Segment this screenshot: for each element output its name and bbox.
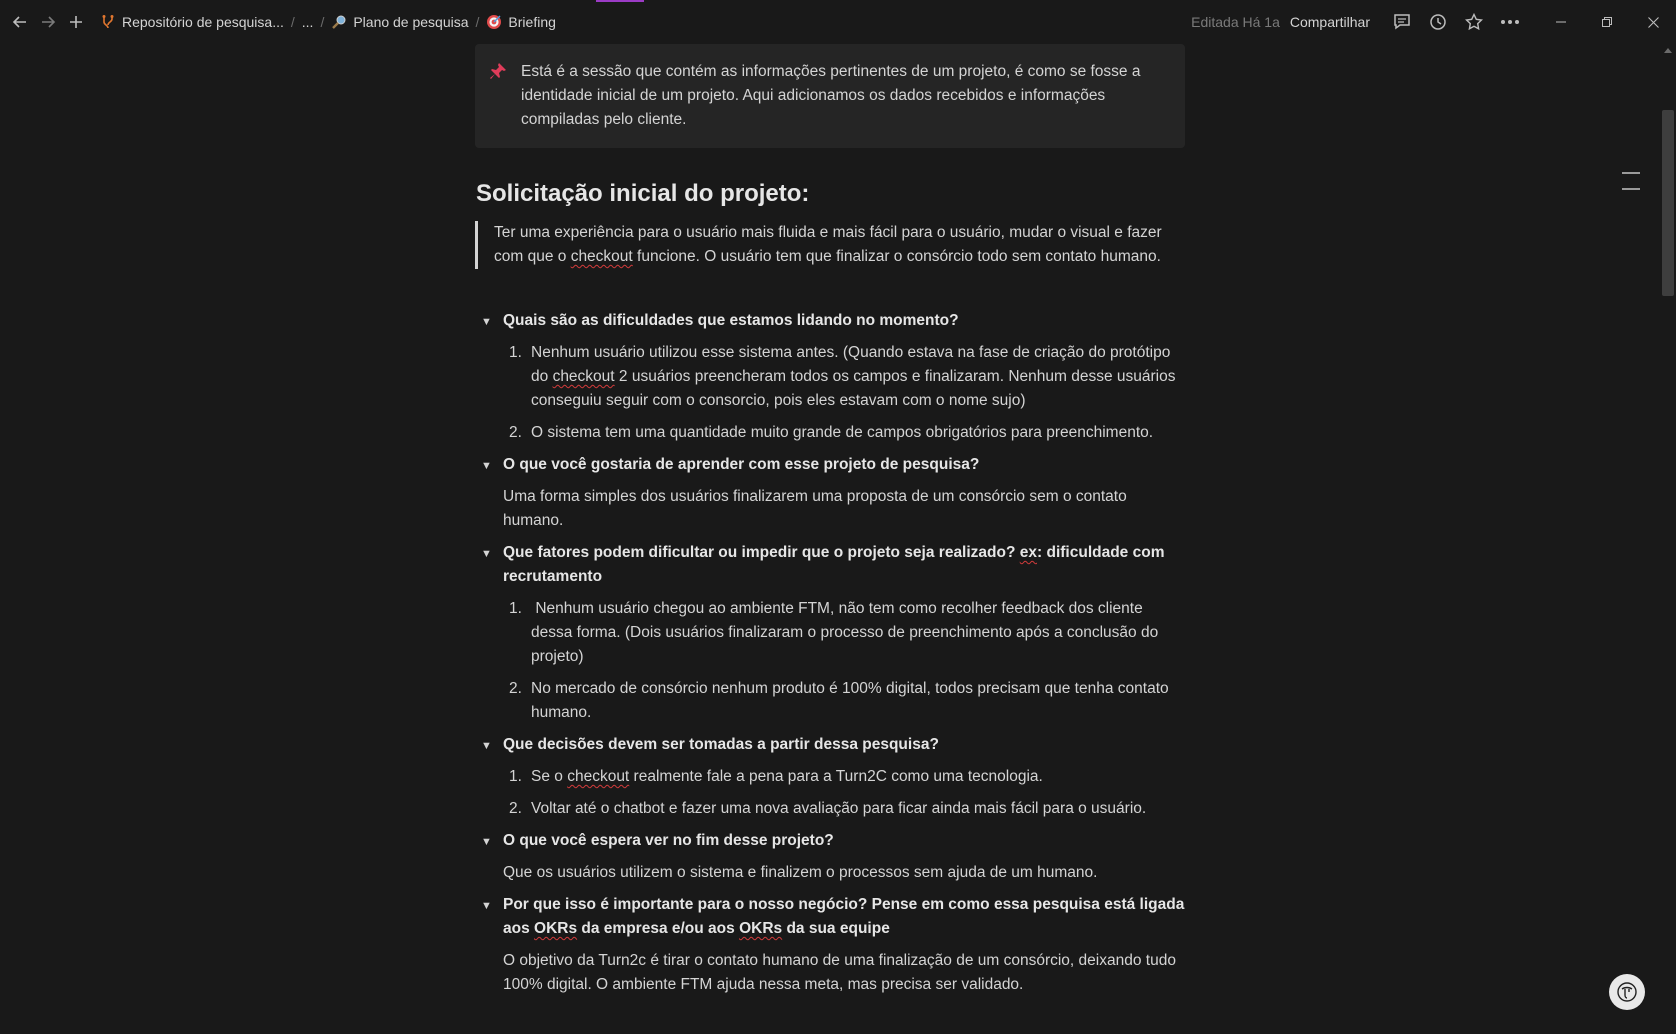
list-number: 2. [509, 800, 522, 817]
toggle-title[interactable] [503, 893, 1189, 941]
misspelled-word: ex [1019, 544, 1038, 561]
list-item [503, 677, 1185, 725]
toggle-block [475, 541, 1185, 725]
arrow-left-icon [12, 14, 28, 30]
toggle-text: Que os usuários utilizem o sistema e finalizem o processos sem ajuda de um humano. [503, 864, 1098, 881]
close-icon [1648, 17, 1659, 28]
list-number: 1. [509, 600, 522, 617]
table-of-contents-toggle[interactable] [1622, 172, 1640, 204]
list-text: realmente fale a pena para a Turn2C como uma tecnologia. [629, 768, 1043, 785]
toggle-title[interactable]: Que decisões devem ser tomadas a partir dessa pesquisa? [503, 736, 939, 753]
clock-icon [1429, 13, 1447, 31]
breadcrumb-label: ... [301, 14, 314, 30]
arrow-right-icon [40, 14, 56, 30]
top-right-tools [1191, 0, 1676, 44]
quote-text: Ter uma experiência para o usuário mais fluida e mais fácil para o usuário, mudar o visual e fazer com que o [494, 224, 1162, 265]
list-item [503, 765, 1185, 789]
toggle-title-text: da sua equipe [782, 920, 890, 937]
comment-icon [1393, 13, 1411, 31]
list-text: O sistema tem uma quantidade muito grande de campos obrigatórios para preenchimento. [531, 424, 1154, 441]
toggle-title-text: da empresa e/ou aos [577, 920, 740, 937]
minimize-button[interactable] [1538, 0, 1584, 44]
scrollbar-thumb[interactable] [1662, 110, 1674, 296]
list-number: 2. [509, 680, 522, 697]
numbered-list [503, 341, 1185, 445]
breadcrumb-label: Repositório de pesquisa... [122, 14, 284, 30]
magnifier-icon [331, 14, 347, 30]
list-number: 1. [509, 768, 522, 785]
restore-icon [1602, 17, 1612, 27]
list-item [503, 797, 1185, 821]
toggle-triangle-icon[interactable]: ▼ [481, 548, 492, 560]
plus-icon [69, 15, 83, 29]
back-button[interactable] [6, 8, 34, 36]
breadcrumb-separator: / [320, 14, 325, 30]
callout-text: Está é a sessão que contém as informações pertinentes de um projeto, é como se fosse a identidade inicial de um projeto. Aqui adicionamos os dados recebidos e informações compiladas pelo cliente. [521, 63, 1141, 128]
misspelled-word: checkout [570, 248, 633, 265]
scroll-up-arrow-icon[interactable] [1664, 48, 1672, 53]
breadcrumb-repositorio[interactable] [96, 14, 288, 30]
breadcrumb [96, 14, 560, 30]
toggle-text: Uma forma simples dos usuários finalizarem uma proposta de um consórcio sem o contato humano. [503, 488, 1127, 529]
list-number: 2. [509, 424, 522, 441]
help-button[interactable] [1609, 974, 1645, 1010]
toggle-block [475, 309, 1185, 445]
numbered-list [503, 597, 1185, 725]
toggle-block [475, 829, 1185, 885]
toggle-title-text: Por que isso é importante para o nosso negócio? Pense em como essa pesquisa está ligada aos [503, 896, 1189, 937]
toggle-triangle-icon[interactable]: ▼ [481, 740, 492, 752]
list-item [503, 597, 1185, 669]
misspelled-word: OKRs [739, 920, 783, 937]
toggle-text: O objetivo da Turn2c é tirar o contato humano de uma finalização de um consórcio, deixando tudo 100% digital. O ambiente FTM ajuda nessa meta, mas precisa ser validado. [503, 952, 1176, 993]
restore-button[interactable] [1584, 0, 1630, 44]
callout-block[interactable] [475, 44, 1185, 148]
toggle-title[interactable]: O que você espera ver no fim desse projeto? [503, 832, 834, 849]
breadcrumb-ellipsis[interactable] [298, 14, 318, 30]
numbered-list [503, 765, 1185, 821]
toggle-triangle-icon[interactable]: ▼ [481, 460, 492, 472]
toggle-block [475, 453, 1185, 533]
close-button[interactable] [1630, 0, 1676, 44]
forward-button[interactable] [34, 8, 62, 36]
target-icon [486, 14, 502, 30]
new-page-button[interactable] [62, 8, 90, 36]
toggle-title[interactable]: Quais são as dificuldades que estamos lidando no momento? [503, 312, 959, 329]
list-item [503, 421, 1185, 445]
breadcrumb-label: Briefing [508, 14, 556, 30]
toggle-triangle-icon[interactable]: ▼ [481, 836, 492, 848]
loading-accent [596, 0, 644, 2]
list-number: 1. [509, 344, 522, 361]
list-text: Nenhum usuário utilizou esse sistema antes. (Quando estava na fase de criação do protótipo do [531, 344, 1171, 385]
favorite-button[interactable] [1456, 0, 1492, 44]
list-text: Voltar até o chatbot e fazer uma nova avaliação para ficar ainda mais fácil para o usuário. [531, 800, 1147, 817]
list-text: 2 usuários preencheram todos os campos e finalizaram. Nenhum desse usuários conseguiu seguir com o consorcio, pois eles estavam com o nome sujo) [531, 368, 1176, 409]
page-content [475, 44, 1189, 997]
history-button[interactable] [1420, 0, 1456, 44]
toggle-triangle-icon[interactable]: ▼ [481, 316, 492, 328]
minimize-icon [1556, 17, 1566, 27]
breadcrumb-separator: / [290, 14, 295, 30]
toggle-title[interactable] [503, 541, 1185, 589]
breadcrumb-separator: / [475, 14, 480, 30]
list-text: Nenhum usuário chegou ao ambiente FTM, não tem como recolher feedback dos cliente dessa forma. (Dois usuários finalizaram o processo de preenchimento após a conclusão do projeto) [531, 600, 1163, 665]
share-button[interactable]: Compartilhar [1289, 14, 1370, 30]
top-bar [0, 0, 1676, 44]
list-item [503, 341, 1185, 413]
comments-button[interactable] [1384, 0, 1420, 44]
assistant-face-icon [1616, 981, 1638, 1003]
list-text: Se o [531, 768, 568, 785]
pushpin-icon [489, 60, 509, 132]
quote-text: funcione. O usuário tem que finalizar o consórcio todo sem contato humano. [632, 248, 1161, 265]
section-heading: Solicitação inicial do projeto: [476, 180, 810, 207]
toggle-title-text: Que fatores podem dificultar ou impedir que o projeto seja realizado? [503, 544, 1020, 561]
breadcrumb-briefing[interactable] [482, 14, 559, 30]
breadcrumb-label: Plano de pesquisa [353, 14, 469, 30]
breadcrumb-plano[interactable] [327, 14, 472, 30]
toggle-block [475, 733, 1185, 821]
toggle-title-text: : dificuldade com recrutamento [503, 544, 1165, 585]
toggle-list [475, 309, 1189, 997]
misspelled-word: checkout [567, 768, 630, 785]
ellipsis-icon [1500, 19, 1520, 25]
quote-block[interactable] [475, 221, 1185, 269]
misspelled-word: checkout [552, 368, 615, 385]
toc-line [1622, 172, 1640, 174]
more-options-button[interactable] [1492, 0, 1528, 44]
toggle-block [475, 893, 1189, 997]
branch-icon [100, 14, 116, 30]
toggle-triangle-icon[interactable]: ▼ [481, 900, 492, 912]
star-icon [1465, 13, 1483, 31]
misspelled-word: OKRs [534, 920, 578, 937]
edited-timestamp: Editada Há 1a [1191, 14, 1280, 30]
toggle-title[interactable]: O que você gostaria de aprender com esse projeto de pesquisa? [503, 456, 980, 473]
list-text: No mercado de consórcio nenhum produto é 100% digital, todos precisam que tenha contato humano. [531, 680, 1169, 721]
toc-line [1622, 188, 1640, 190]
